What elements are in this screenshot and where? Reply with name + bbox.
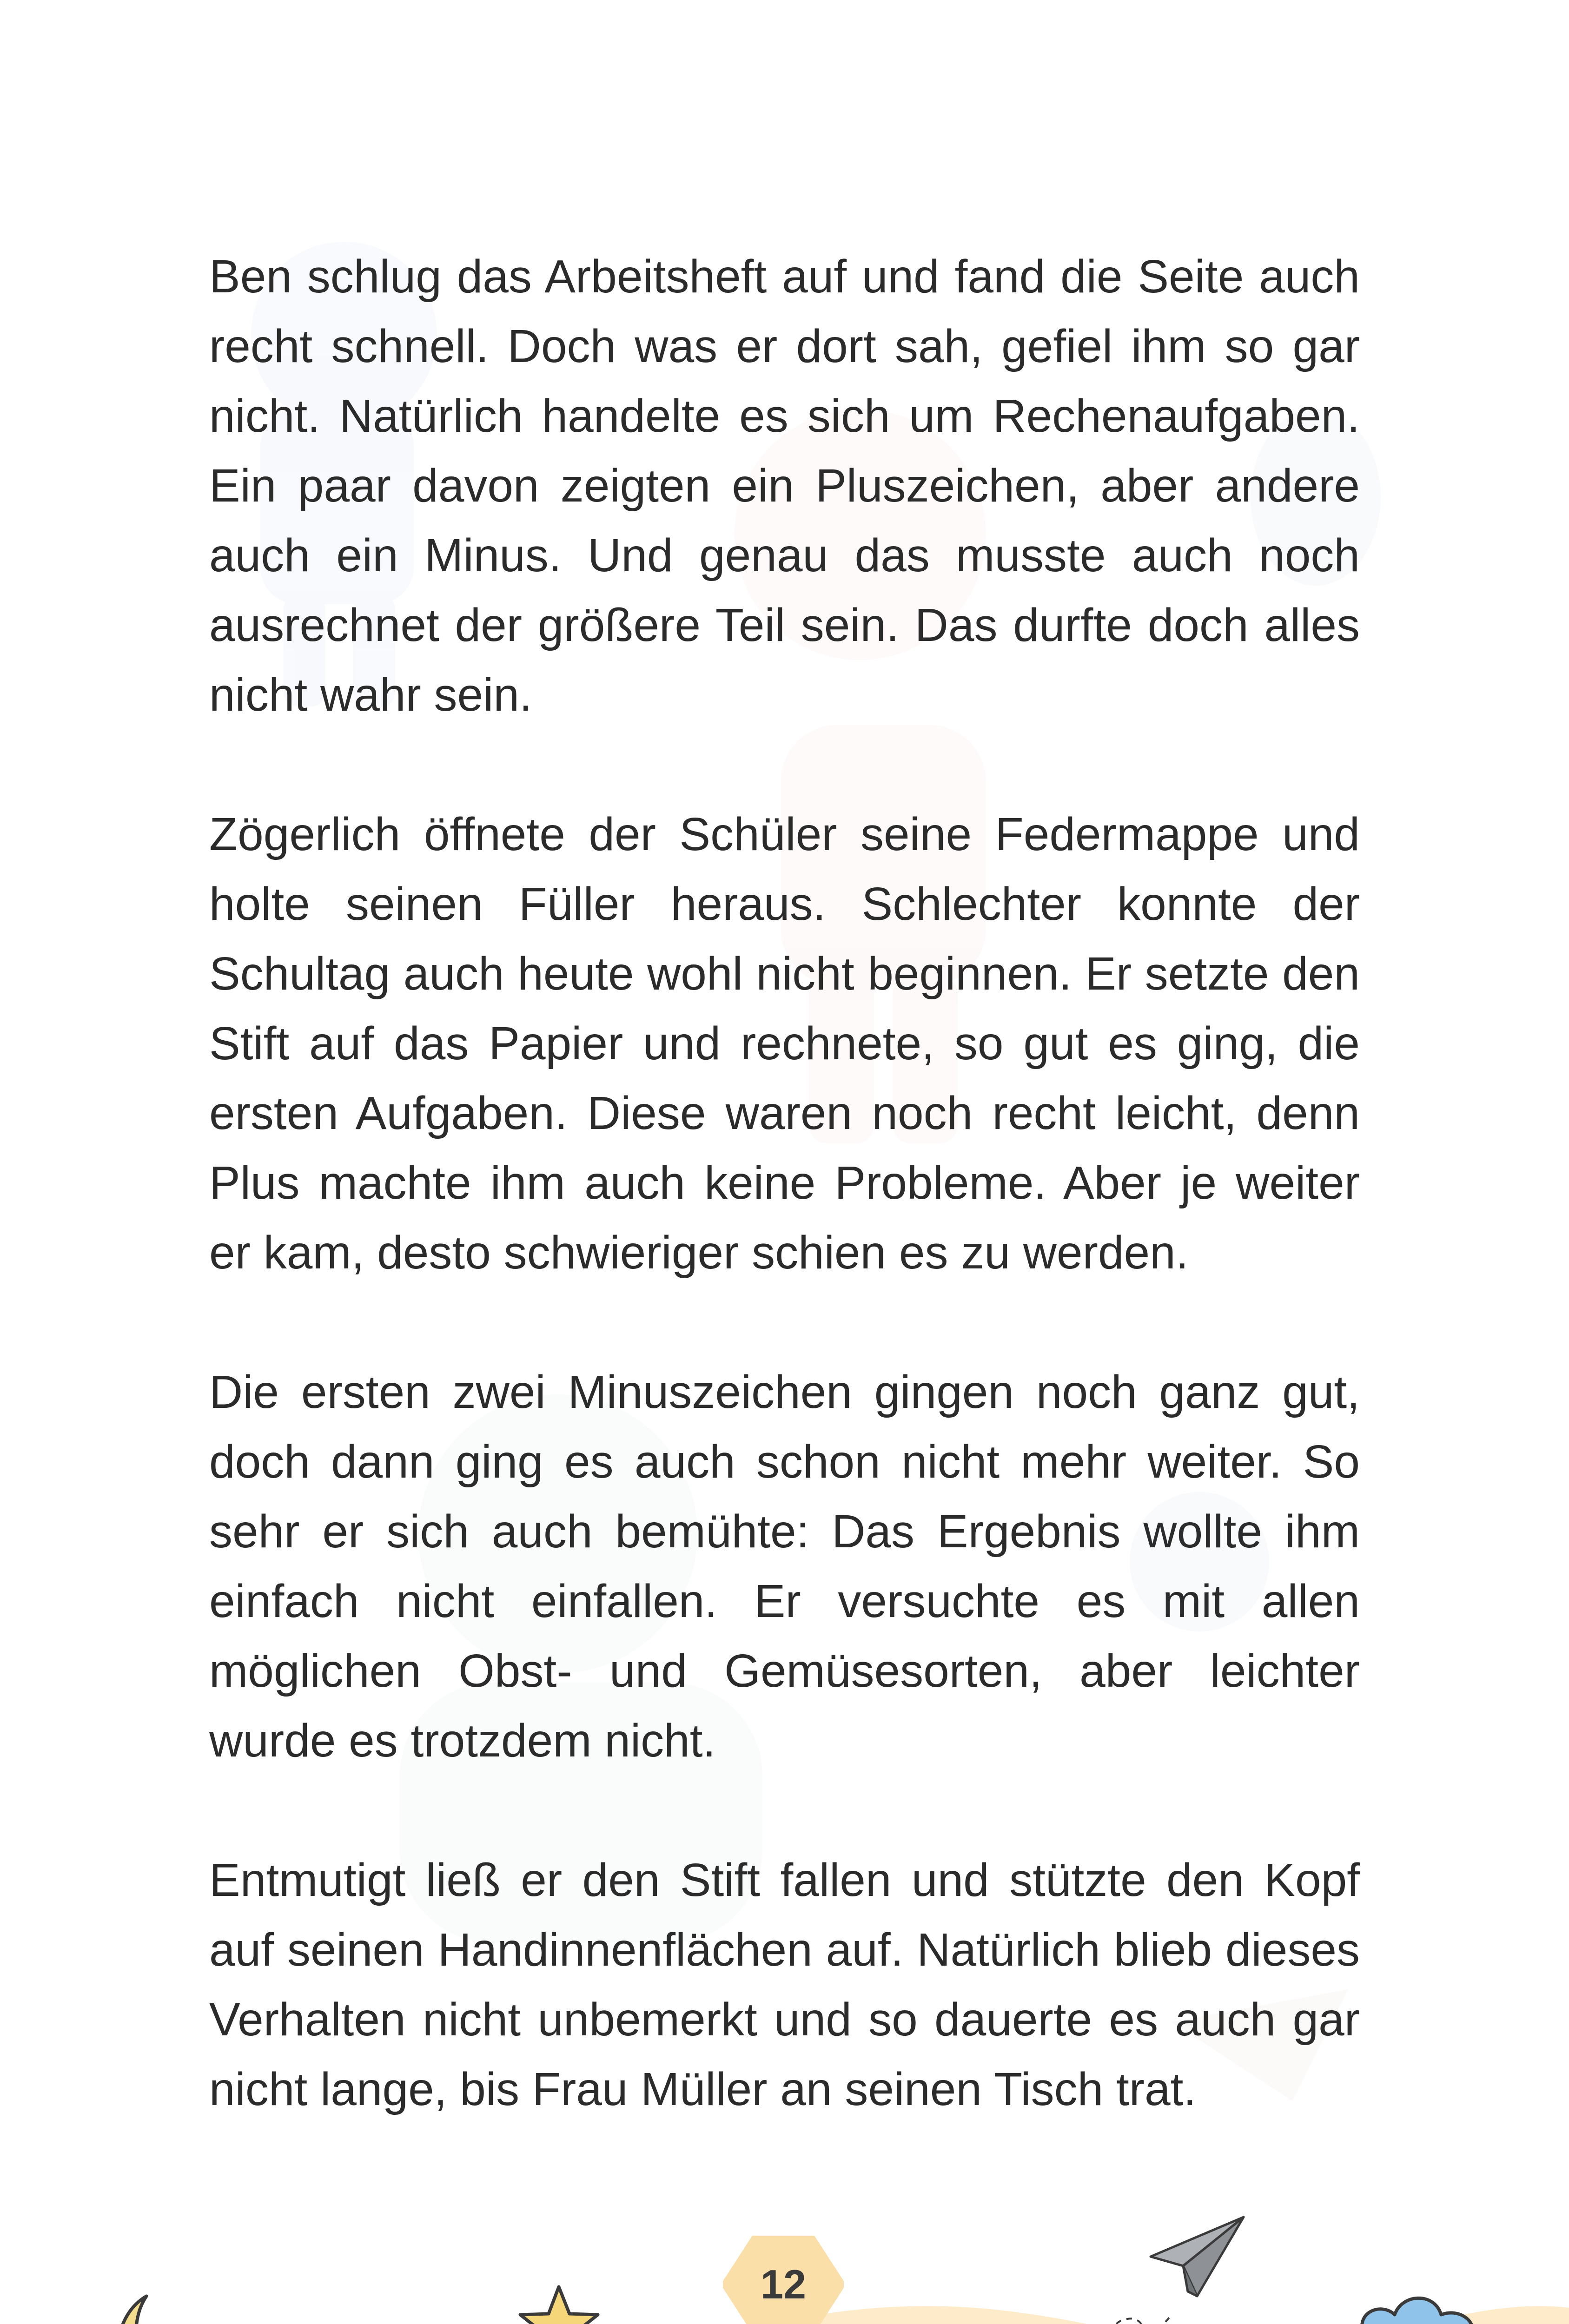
star-icon xyxy=(516,2282,602,2324)
page-number-badge xyxy=(723,2236,844,2324)
cloud-icon xyxy=(1339,2282,1488,2324)
paper-plane-icon xyxy=(1144,2212,1251,2301)
story-text xyxy=(209,242,1360,2124)
flight-path xyxy=(944,2287,1176,2324)
paragraph-4: Entmutigt ließ er den Stift fallen und stützte den Kopf auf seinen Handinnenflächen auf. Natürlich blieb dieses Verhalten nicht unbemerkt und so dauerte es auch gar nicht lange, bis Frau Müller an seinen Tisch trat. xyxy=(209,1854,1360,2115)
paragraph-2: Zögerlich öffnete der Schüler seine Federmappe und holte seinen Füller heraus. Schlechter konnte der Schultag auch heute wohl nicht beginnen. Er setzte den Stift auf das Papier und rechnete, so gut es ging, die ersten Aufgaben. Diese waren noch recht leicht, denn Plus machte ihm auch keine Probleme. Aber je weiter er kam, desto schwieriger schien es zu werden. xyxy=(209,808,1360,1279)
page-number: 12 xyxy=(761,2261,806,2307)
paragraph-3: Die ersten zwei Minuszeichen gingen noch ganz gut, doch dann ging es auch schon nicht mehr weiter. So sehr er sich auch bemühte: Das Ergebnis wollte ihm einfach nicht einfallen. Er versuchte es mit allen möglichen Obst- und Gemüsesorten, aber leichter wurde es trotzdem nicht. xyxy=(209,1366,1360,1767)
paragraph-1: Ben schlug das Arbeitsheft auf und fand die Seite auch recht schnell. Doch was er dort sah, gefiel ihm so gar nicht. Natürlich handelte es sich um Rechenaufgaben. Ein paar davon zeigten ein Pluszeichen, aber andere auch ein Minus. Und genau das musste auch noch ausrechnet der größere Teil sein. Das durfte doch alles nicht wahr sein. xyxy=(209,251,1360,721)
moon-icon xyxy=(102,2291,223,2324)
page-footer xyxy=(0,2138,1569,2324)
